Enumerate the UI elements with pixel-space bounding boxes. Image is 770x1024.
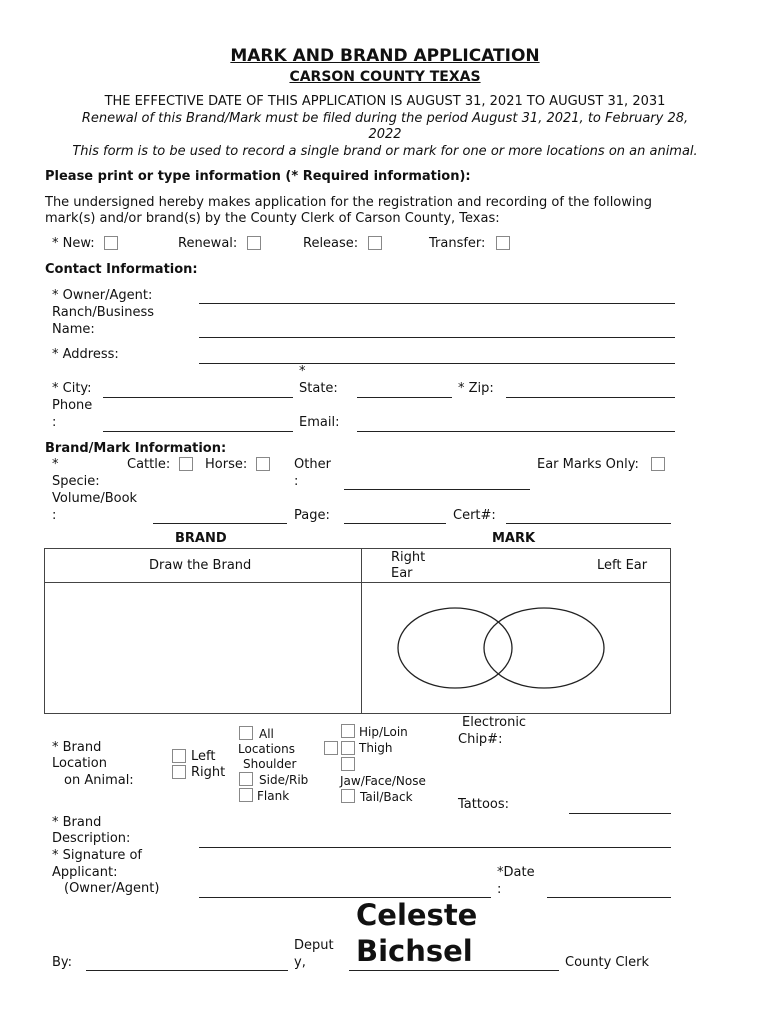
date-label: *Date bbox=[497, 865, 535, 880]
other-label-2: : bbox=[294, 474, 299, 489]
jaw-label: Jaw/Face/Nose bbox=[340, 774, 426, 788]
form-subtitle: CARSON COUNTY TEXAS bbox=[289, 69, 481, 85]
flank-label: Flank bbox=[257, 789, 290, 803]
description-field[interactable] bbox=[199, 847, 671, 848]
renewal-checkbox[interactable] bbox=[247, 236, 261, 250]
clerk-name-first: Celeste bbox=[356, 898, 478, 932]
left-checkbox[interactable] bbox=[172, 749, 186, 763]
contact-heading: Contact Information: bbox=[45, 262, 198, 277]
jaw-checkbox[interactable] bbox=[341, 757, 355, 771]
tail-back-label: Tail/Back bbox=[360, 790, 413, 804]
renewal-label: Renewal: bbox=[178, 236, 238, 251]
tail-back-checkbox[interactable] bbox=[341, 789, 355, 803]
by-label: By: bbox=[52, 955, 73, 970]
renewal-notice-line1: Renewal of this Brand/Mark must be filed during the period August 31, 2021, to February 28, bbox=[81, 111, 689, 126]
address-field[interactable] bbox=[199, 363, 675, 364]
city-field[interactable] bbox=[103, 397, 293, 398]
by-field[interactable] bbox=[86, 970, 288, 971]
hip-loin-checkbox[interactable] bbox=[341, 724, 355, 738]
right-ear-label: Right bbox=[391, 550, 426, 565]
renewal-notice-line2: 2022 bbox=[368, 127, 402, 142]
state-label: State: bbox=[299, 381, 338, 396]
description-label: * Brand bbox=[52, 815, 102, 830]
zip-label: * Zip: bbox=[458, 381, 494, 396]
clerk-field[interactable] bbox=[349, 970, 559, 971]
date-label-2: : bbox=[497, 882, 502, 897]
all-locations-label-2: Locations bbox=[238, 742, 296, 756]
side-rib-label: Side/Rib bbox=[259, 773, 309, 787]
right-ear-shape[interactable] bbox=[398, 608, 512, 688]
new-checkbox[interactable] bbox=[104, 236, 118, 250]
mark-heading: MARK bbox=[492, 531, 536, 546]
county-clerk-label: County Clerk bbox=[565, 955, 649, 970]
horse-label: Horse: bbox=[205, 457, 248, 472]
page-field[interactable] bbox=[344, 523, 446, 524]
cattle-checkbox[interactable] bbox=[179, 457, 193, 471]
shoulder-checkbox[interactable] bbox=[324, 741, 338, 755]
ranch-label: Ranch/Business bbox=[52, 305, 155, 320]
brand-drawing-area[interactable] bbox=[45, 582, 360, 713]
form-title: MARK AND BRAND APPLICATION bbox=[230, 46, 540, 66]
email-label: Email: bbox=[299, 415, 340, 430]
city-label: * City: bbox=[52, 381, 92, 396]
signature-label: * Signature of bbox=[52, 848, 143, 863]
earmarks-label: Ear Marks Only: bbox=[537, 457, 639, 472]
left-ear-shape[interactable] bbox=[484, 608, 604, 688]
signature-label-2: Applicant: bbox=[52, 865, 118, 880]
ear-mark-diagram[interactable] bbox=[361, 582, 670, 713]
chip-label: Electronic bbox=[462, 715, 527, 730]
effective-date: THE EFFECTIVE DATE OF THIS APPLICATION IS AUGUST 31, 2021 TO AUGUST 31, 2031 bbox=[104, 94, 666, 109]
volume-label: Volume/Book bbox=[52, 491, 138, 506]
address-label: * Address: bbox=[52, 347, 119, 362]
other-field[interactable] bbox=[344, 489, 530, 490]
intro-line2: mark(s) and/or brand(s) by the County Clerk of Carson County, Texas: bbox=[45, 211, 500, 226]
state-field[interactable] bbox=[357, 397, 452, 398]
right-checkbox[interactable] bbox=[172, 765, 186, 779]
description-label-2: Description: bbox=[52, 831, 131, 846]
deputy-label: Deput bbox=[294, 938, 334, 953]
earmarks-checkbox[interactable] bbox=[651, 457, 665, 471]
tattoos-label: Tattoos: bbox=[458, 797, 510, 812]
release-label: Release: bbox=[303, 236, 359, 251]
intro-line1: The undersigned hereby makes application for the registration and recording of the following bbox=[45, 195, 652, 210]
ranch-label-2: Name: bbox=[52, 322, 95, 337]
release-checkbox[interactable] bbox=[368, 236, 382, 250]
thigh-label: Thigh bbox=[359, 741, 393, 755]
date-field[interactable] bbox=[547, 897, 671, 898]
location-label: * Brand bbox=[52, 740, 102, 755]
brand-info-heading: Brand/Mark Information: bbox=[45, 441, 227, 456]
right-label: Right bbox=[191, 765, 226, 780]
form-purpose: This form is to be used to record a single brand or mark for one or more locations on an animal. bbox=[72, 144, 698, 159]
cert-field[interactable] bbox=[506, 523, 671, 524]
chip-label-2: Chip#: bbox=[458, 732, 503, 747]
draw-brand-label: Draw the Brand bbox=[149, 558, 252, 573]
email-field[interactable] bbox=[357, 431, 675, 432]
left-ear-label: Left Ear bbox=[597, 558, 648, 573]
signature-label-3: (Owner/Agent) bbox=[64, 881, 160, 896]
owner-label: * Owner/Agent: bbox=[52, 288, 153, 303]
phone-label-2: : bbox=[52, 415, 57, 430]
transfer-checkbox[interactable] bbox=[496, 236, 510, 250]
hip-loin-label: Hip/Loin bbox=[359, 725, 408, 739]
specie-label: Specie: bbox=[52, 474, 100, 489]
all-locations-label: All bbox=[259, 727, 274, 741]
state-required-mark: * bbox=[299, 364, 306, 379]
owner-field[interactable] bbox=[199, 303, 675, 304]
transfer-label: Transfer: bbox=[429, 236, 486, 251]
new-label: * New: bbox=[52, 236, 95, 251]
flank-checkbox[interactable] bbox=[239, 788, 253, 802]
tattoos-field[interactable] bbox=[569, 813, 671, 814]
location-label-2: Location bbox=[52, 756, 107, 771]
phone-label: Phone bbox=[52, 398, 93, 413]
ranch-field[interactable] bbox=[199, 337, 675, 338]
brand-heading: BRAND bbox=[175, 531, 227, 546]
thigh-checkbox[interactable] bbox=[341, 741, 355, 755]
other-label: Other bbox=[294, 457, 331, 472]
all-locations-checkbox[interactable] bbox=[239, 726, 253, 740]
zip-field[interactable] bbox=[506, 397, 675, 398]
left-label: Left bbox=[191, 749, 216, 764]
volume-label-2: : bbox=[52, 508, 57, 523]
side-rib-checkbox[interactable] bbox=[239, 772, 253, 786]
location-label-3: on Animal: bbox=[64, 773, 134, 788]
specie-required-mark: * bbox=[52, 457, 59, 472]
cert-label: Cert#: bbox=[453, 508, 496, 523]
right-ear-label-2: Ear bbox=[391, 566, 413, 581]
phone-field[interactable] bbox=[103, 431, 293, 432]
clerk-name-last: Bichsel bbox=[356, 934, 473, 968]
deputy-label-2: y, bbox=[294, 955, 306, 970]
page-label: Page: bbox=[294, 508, 330, 523]
volume-field[interactable] bbox=[153, 523, 287, 524]
print-notice: Please print or type information (* Required information): bbox=[45, 169, 471, 184]
shoulder-label: Shoulder bbox=[243, 757, 297, 771]
horse-checkbox[interactable] bbox=[256, 457, 270, 471]
cattle-label: Cattle: bbox=[127, 457, 171, 472]
